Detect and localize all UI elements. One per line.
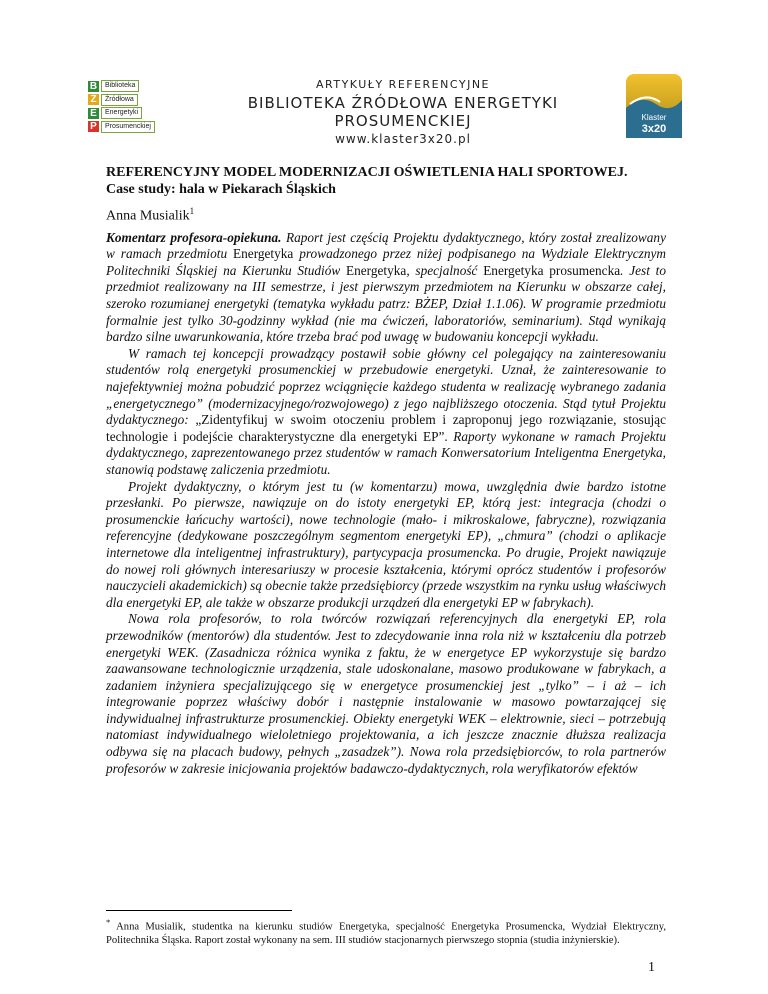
author (106, 203, 666, 225)
p1-field-name: Energetyka (346, 262, 407, 278)
footnote (106, 916, 666, 948)
footnote-separator (106, 910, 292, 911)
p2-text: W ramach tej koncepcji prowadzący postawił sobie główny cel polegający na zainteresowaniu studentów rolą energetyki prosumenckiej w przebudowie energetyki. Uznał, że zainteresowanie to najefektywniej można pobudzić poprzez wciągnięcie każdego studenta w realizację wybranego zadania „energetycznego” (modernizacyjnego/rozwojowego) z jego najbliższego otoczenia. Stąd tytuł Projektu dydaktycznego: (106, 345, 666, 428)
bzep-letter: P (88, 121, 99, 132)
bzep-word: Prosumenckiej (101, 121, 155, 133)
bzep-letter: Ź (88, 94, 99, 105)
bzep-letter: E (88, 108, 99, 119)
bzep-logo (88, 80, 172, 134)
page-header (88, 74, 684, 146)
header-subtitle: ARTYKUŁY REFERENCYJNE (316, 78, 490, 91)
paragraph-2 (106, 346, 666, 479)
paragraph-4: Nowa rola profesorów, to rola twórców rozwiązań referencyjnych dla energetyki EP, rola przewodników (mentorów) dla studentów. Jest to zdecydowanie inna rola niż w kształceniu dla potrzeb energetyki WEK. (Zasadnicza różnica wynika z faktu, że w energetyce EP wykorzystuje się bardzo zaawansowane technologicznie urządzenia, stale udoskonalane, masowo produkowane w fabrykach, a zadaniem inżyniera specjalizującego się w energetyce prosumenckiej jest „tylko” – i aż – ich integrowanie poprzez właściwy dobór i następnie instalowanie w masowo powtarzającej się indywidualnej infrastrukturze prosumenckiej. Obiekty energetyki WEK – elektrownie, sieci – potrzebują natomiast indywidualnego wieloletniego projektowania, a ich jeszcze znacznie dłuższa realizacja odbywa się na placach budowy, pełnych „zasadzek”). Nowa rola przedsiębiorców, to rola partnerów profesorów w zakresie inicjowania projektów badawczo-dydaktycznych, rola weryfikatorów efektów (106, 611, 666, 776)
author-name: Anna Musialik (106, 208, 190, 224)
p2-project-title: „Zidentyfikuj w swoim otoczeniu problem i zaproponuj jego rozwiązanie, stosując technologie i podejście charakterystyczne dla energetyki EP”. (106, 412, 666, 444)
p1-text: Raport jest częścią Projektu dydaktycznego, który został zrealizowany w ramach przedmiotu (106, 229, 666, 262)
p1-specialty-name: Energetyka prosumencka (483, 262, 621, 278)
p2-text: Raporty wykonane w ramach Projektu dydaktycznego, zaprezentowanego przez studentów w ramach Konwersatorium Inteligentna Energetyka, stanowią podstawę zaliczenia przedmiotu. (106, 428, 666, 477)
title-line-2: Case study: hala w Piekarach Śląskich (106, 182, 336, 197)
bzep-word: Biblioteka (101, 80, 139, 92)
header-title: BIBLIOTEKA ŹRÓDŁOWA ENERGETYKI PROSUMENCKIEJ (247, 94, 559, 130)
bzep-word: Energetyki (101, 107, 142, 119)
klaster-logo (626, 74, 682, 138)
page-number: 1 (648, 960, 655, 975)
p1-text: , specjalność (406, 262, 484, 278)
p1-text: prowadzonego przez niżej podpisanego na Wydziale Elektrycznym Politechniki Śląskiej na Kierunku Studiów (106, 246, 666, 278)
bzep-row (88, 107, 172, 120)
klaster-logo-line1: Klaster (641, 113, 667, 122)
document-body (106, 164, 666, 777)
bzep-row (88, 80, 172, 93)
document-title (106, 164, 666, 198)
bzep-word: Źródłowa (101, 94, 138, 106)
footnote-mark: * (106, 917, 111, 927)
bzep-letter: B (89, 80, 98, 92)
klaster-logo-line2: 3x20 (641, 123, 667, 135)
bzep-row (88, 94, 172, 107)
paragraph-1 (106, 230, 666, 346)
footnote-text: Anna Musialik, studentka na kierunku studiów Energetyka, specjalność Energetyka Prosumencka, Wydział Elektryczny, Politechnika Śląska. Raport został wykonany na sem. III studiów stacjonarnych pierwszego stopnia (studia inżynierskie). (106, 921, 666, 947)
footnote-reference: 1 (189, 206, 195, 216)
header-text (188, 78, 618, 146)
p1-course-name: Energetyka (233, 246, 294, 262)
comment-lead: Komentarz profesora-opiekuna. (106, 229, 282, 245)
bzep-row (88, 121, 172, 134)
header-url: www.klaster3x20.pl (335, 132, 471, 146)
paragraph-3: Projekt dydaktyczny, o którym jest tu (w komentarzu) mowa, uwzględnia dwie bardzo istotne przesłanki. Po pierwsze, nawiązuje on do istoty energetyki EP, którą jest: integracja (chodzi o prosumenckie łańcuchy wartości), nowe technologie (mało- i mikroskalowe, fabryczne), rozwiązania referencyjne (dedykowane poszczególnym segmentom energetyki EP), „chmura” (chodzi o aplikacje internetowe dla inteligentnej infrastruktury), partycypacja prosumencka. Po drugie, Projekt nawiązuje do nowej roli głównych interesariuszy w procesie kształcenia, którymi oprócz studentów i profesorów nauczycieli akademickich) są obecnie także przedsiębiorcy (przede wszystkim na rynku usług właściwych dla energetyki EP, ale także w obszarze produkcji urządzeń dla energetyki EP w fabrykach). (106, 478, 666, 610)
p1-text: . Jest to przedmiot realizowany na III semestrze, i jest pierwszym przedmiotem na Kierunku w obszarze całej, szeroko rozumianej energetyki (tematyka wykładu patrz: BŻEP, Dział 1.1.06). W programie przedmiotu formalnie jest tylko 30-godzinny wykład (nie ma ćwiczeń, laboratoriów, seminarium). Stąd wynikają bardzo silne uwarunkowania, które trzeba brać pod uwagę w budowaniu koncepcji wykładu. (106, 262, 666, 345)
title-line-1: REFERENCYJNY MODEL MODERNIZACJI OŚWIETLENIA HALI SPORTOWEJ. (106, 165, 628, 180)
